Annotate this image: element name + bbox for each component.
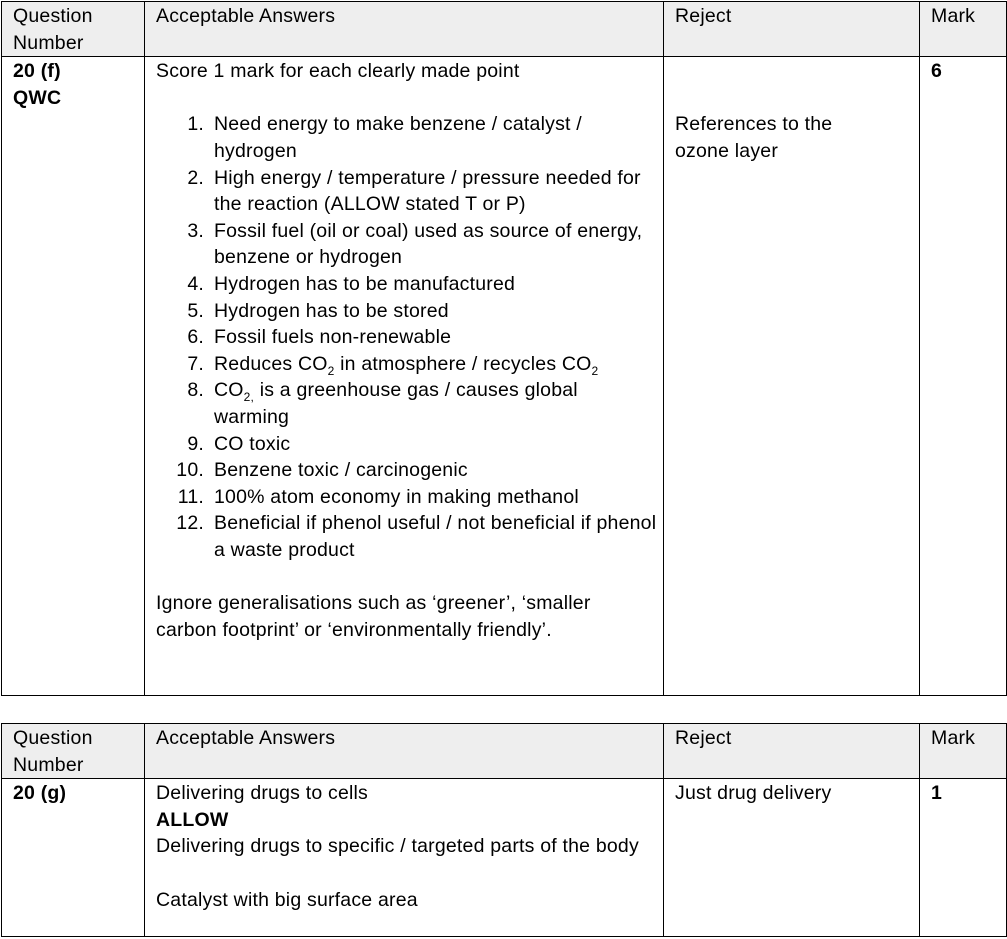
header-reject: Reject [664,2,920,57]
mark-scheme-table-20f [1,1,1007,696]
question-subtag: QWC [13,86,62,109]
allow-label: ALLOW [156,808,229,831]
question-number: 20 (f) [13,60,61,83]
ignore-note: Ignore generalisations such as ‘greener’, ‘smaller carbon footprint’ or ‘environmentally friendly’. [156,592,591,641]
header-acceptable-answers: Acceptable Answers [145,2,664,57]
answer-line: Delivering drugs to cells [156,782,369,805]
header-question-number: Question Number [2,2,145,57]
answers-intro: Score 1 mark for each clearly made point [156,60,520,83]
marking-point: 6. Fossil fuels non-renewable [187,326,452,349]
marking-point: 4. Hydrogen has to be manufactured [187,272,516,295]
mark-cell [920,57,1007,696]
marking-points-list [156,111,663,563]
header-row [2,2,1007,57]
marking-point: 5. Hydrogen has to be stored [187,299,449,322]
answer-row [2,779,1007,937]
question-number: 20 (g) [13,782,67,805]
marking-point: 8. $CO_{2,}$ is a greenhouse gas / causes global warming [187,379,578,428]
answer-line: Catalyst with big surface area [156,888,418,911]
marking-point: 1. Need energy to make benzene / catalyst / hydrogen [187,113,582,162]
mark-value: 6 [931,60,943,83]
header-reject: Reject [664,724,920,779]
answer-line: Delivering drugs to specific / targeted parts of the body [156,835,639,858]
acceptable-answers-cell [145,779,664,937]
question-number-cell [2,779,145,937]
marking-point: 12. Beneficial if phenol useful / not beneficial if phenol a waste product [176,512,657,561]
reject-cell [664,57,920,696]
acceptable-answers-cell [145,57,664,696]
mark-value: 1 [931,782,943,805]
marking-point: 3. Fossil fuel (oil or coal) used as source of energy, benzene or hydrogen [187,219,643,269]
marking-point: 11. 100% atom economy in making methanol [177,485,579,508]
header-acceptable-answers: Acceptable Answers [145,724,664,779]
reject-cell [664,779,920,937]
header-question-number: Question Number [2,724,145,779]
mark-cell [920,779,1007,937]
marking-point: 2. High energy / temperature / pressure needed for the reaction (ALLOW stated T or P) [187,166,641,216]
header-mark: Mark [920,724,1007,779]
marking-point: 9. CO toxic [187,432,291,455]
marking-point: 7. Reduces $CO_2$ in atmosphere / recycles $CO_2$ [187,352,599,378]
question-number-cell [2,57,145,696]
reject-text: Just drug delivery [675,782,832,805]
reject-text: References to the ozone layer [675,113,833,162]
mark-scheme-table-20g [1,723,1007,937]
header-mark: Mark [920,2,1007,57]
marking-point: 10. Benzene toxic / carcinogenic [176,459,468,482]
header-row [2,724,1007,779]
answer-row [2,57,1007,696]
